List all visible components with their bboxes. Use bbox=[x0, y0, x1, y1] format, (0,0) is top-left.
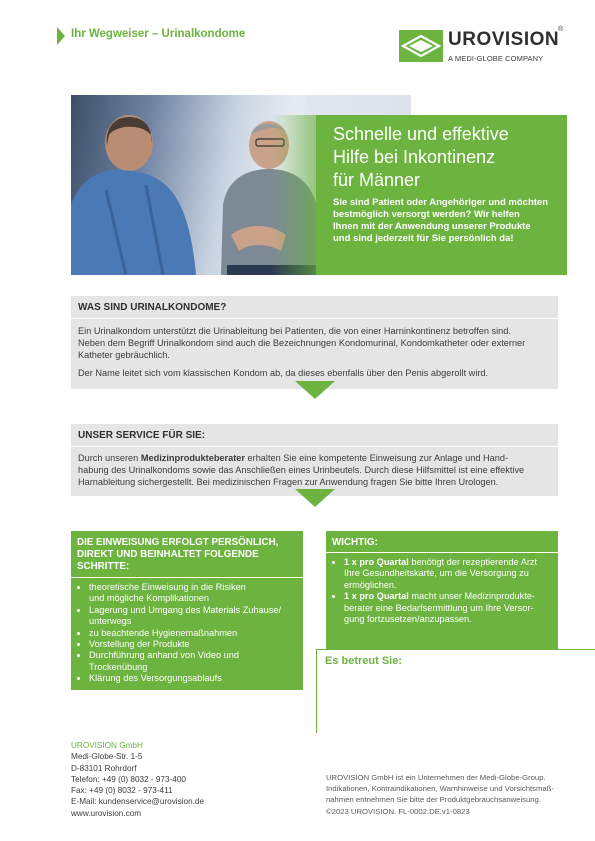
paragraph-line: Harnableitung sichergestellt. Bei medizinischen Fragen zur Anwendung fragen Sie bitte Ihren Urologen. bbox=[78, 477, 499, 487]
hero-text-line: Ihnen mit der Anwendung unserer Produkte bbox=[333, 221, 531, 232]
footer-line: Indikationen, Kontraindikationen, Warnhinweise und Vorsichtsmaß- bbox=[326, 784, 554, 794]
important-heading: WICHTIG: bbox=[326, 531, 558, 553]
hero-text-line: Sie sind Patient oder Angehöriger und möchten bbox=[333, 197, 549, 208]
steps-list bbox=[71, 582, 303, 685]
contact-person-label: Es betreut Sie: bbox=[325, 655, 403, 667]
arrow-down-icon bbox=[295, 381, 335, 399]
list-item bbox=[89, 650, 297, 673]
list-item-line: • zu beachtende Hygienemaßnahmen bbox=[89, 627, 238, 638]
paragraph-line: Ein Urinalkondom unterstützt die Urinableitung bei Patienten, die von einer Harninkontinenz betroffen sind. bbox=[78, 326, 511, 336]
service-box bbox=[71, 424, 558, 496]
hero-section bbox=[71, 95, 567, 275]
list-item-line: und mögliche Komplikationen bbox=[89, 593, 210, 604]
important-bold: 1 x pro Quartal bbox=[344, 591, 409, 602]
list-item bbox=[89, 639, 297, 650]
header-title: Ihr Wegweiser – Urinalkondome bbox=[71, 28, 246, 40]
steps-box bbox=[71, 531, 303, 690]
list-item-line bbox=[344, 591, 535, 601]
address-line: D-83101 Rohrdorf bbox=[71, 763, 137, 773]
header-arrow-icon bbox=[57, 27, 65, 45]
hero-title-line: Schnelle und effektive bbox=[333, 124, 509, 144]
what-are-heading: WAS SIND URINALKONDOME? bbox=[71, 296, 558, 319]
list-item-line: berater eine Bedarfsermittlung um Ihre Versor- bbox=[344, 602, 534, 613]
list-item bbox=[89, 673, 297, 684]
fax: Fax: +49 (0) 8032 - 973-411 bbox=[71, 786, 173, 796]
important-list bbox=[326, 557, 558, 625]
list-item-line: unterwegs bbox=[89, 616, 132, 627]
hero-title bbox=[333, 123, 563, 192]
company-address bbox=[71, 740, 204, 819]
phone: Telefon: +49 (0) 8032 - 973-400 bbox=[71, 774, 186, 784]
heading-line: DIE EINWEISUNG ERFOLGT PERSÖNLICH, bbox=[77, 537, 279, 548]
heading-line: DIREKT UND BEINHALTET FOLGENDE bbox=[77, 549, 259, 560]
logo-registered-mark: ® bbox=[558, 26, 564, 33]
list-item-line: • theoretische Einweisung in die Risiken bbox=[89, 582, 246, 592]
service-text-pre: Durch unseren bbox=[78, 453, 141, 463]
hero-text bbox=[333, 197, 563, 245]
logo-name: UROVISION bbox=[448, 29, 560, 50]
list-item-line: Trockenübung bbox=[89, 661, 148, 672]
hero-text-line: bestmöglich versorgt werden? Wir helfen bbox=[333, 209, 520, 220]
list-item-text: benötigt der rezeptierende Arzt bbox=[408, 557, 538, 567]
paragraph-line: Neben dem Begriff Urinalkondom sind auch die Bezeichnungen Kondomurinal, Kondomkatheter oder externer bbox=[78, 338, 526, 348]
list-item bbox=[344, 591, 552, 625]
list-item-line: ermöglichen. bbox=[344, 579, 397, 590]
list-item bbox=[89, 628, 297, 639]
list-item-line: • Vorstellung der Produkte bbox=[89, 639, 190, 650]
footer-line: nahmen entnehmen Sie bitte der Produktgebrauchsanweisung. bbox=[326, 795, 541, 805]
list-item bbox=[89, 582, 297, 605]
paragraph-line: habung des Urinalkondoms sowie das Anschließen eines Urinbeutels. Durch diese Hilfsmittel ist eine effektive bbox=[78, 465, 525, 475]
list-item-line: • Klärung des Versorgungsablaufs bbox=[89, 673, 222, 684]
steps-heading bbox=[71, 531, 303, 578]
arrow-down-icon bbox=[295, 489, 335, 507]
list-item-line: • Lagerung und Umgang des Materials Zuhause/ bbox=[89, 604, 282, 615]
address-line: Medi-Globe-Str. 1-5 bbox=[71, 752, 143, 762]
footer-line: UROVISION GmbH ist ein Unternehmen der Medi-Globe-Group. bbox=[326, 773, 546, 782]
service-paragraph bbox=[71, 452, 558, 488]
important-bold: 1 x pro Quartal bbox=[344, 557, 409, 567]
service-text-post: erhalten Sie eine kompetente Einweisung zur Anlage und Hand- bbox=[244, 453, 509, 463]
logo-subtitle: A MEDI-GLOBE COMPANY bbox=[448, 54, 544, 63]
what-are-box bbox=[71, 296, 558, 389]
service-heading: UNSER SERVICE FÜR SIE: bbox=[71, 424, 558, 447]
what-are-paragraph-1 bbox=[71, 325, 558, 361]
paragraph-line: Katheter gebräuchlich. bbox=[78, 350, 170, 360]
company-name: UROVISION GmbH bbox=[71, 741, 143, 750]
hero-title-line: Hilfe bei Inkontinenz bbox=[333, 147, 496, 167]
urovision-logo-icon bbox=[399, 30, 443, 62]
hero-text-line: und sind jederzeit für Sie persönlich da! bbox=[333, 233, 514, 244]
hero-title-line: für Männer bbox=[333, 170, 421, 190]
list-item-line: • Durchführung anhand von Video und bbox=[89, 650, 240, 661]
important-box bbox=[326, 531, 558, 649]
list-item bbox=[89, 605, 297, 628]
heading-line: SCHRITTE: bbox=[77, 561, 130, 572]
list-item-line: gung fortzusetzen/anzupassen. bbox=[344, 614, 472, 625]
footer-line: ©2023 UROVISION. FL-0002.DE.v1-0823 bbox=[326, 806, 470, 816]
email-link[interactable]: E-Mail: kundenservice@urovision.de bbox=[71, 797, 205, 807]
what-are-paragraph-2: Der Name leitet sich vom klassischen Kondom ab, da dieses ebenfalls über den Penis abgerollt wird. bbox=[78, 368, 489, 378]
list-item-text: macht unser Medizinprodukte- bbox=[408, 591, 535, 602]
list-item bbox=[344, 557, 552, 591]
list-item-line: Ihre Gesundheitskarte, um die Versorgung zu bbox=[344, 568, 529, 579]
footer-note bbox=[326, 772, 566, 817]
paragraph-line bbox=[78, 452, 551, 464]
website-link[interactable]: www.urovision.com bbox=[71, 808, 142, 818]
list-item-line bbox=[344, 557, 537, 567]
service-text-bold: Medizinprodukteberater bbox=[140, 453, 245, 463]
